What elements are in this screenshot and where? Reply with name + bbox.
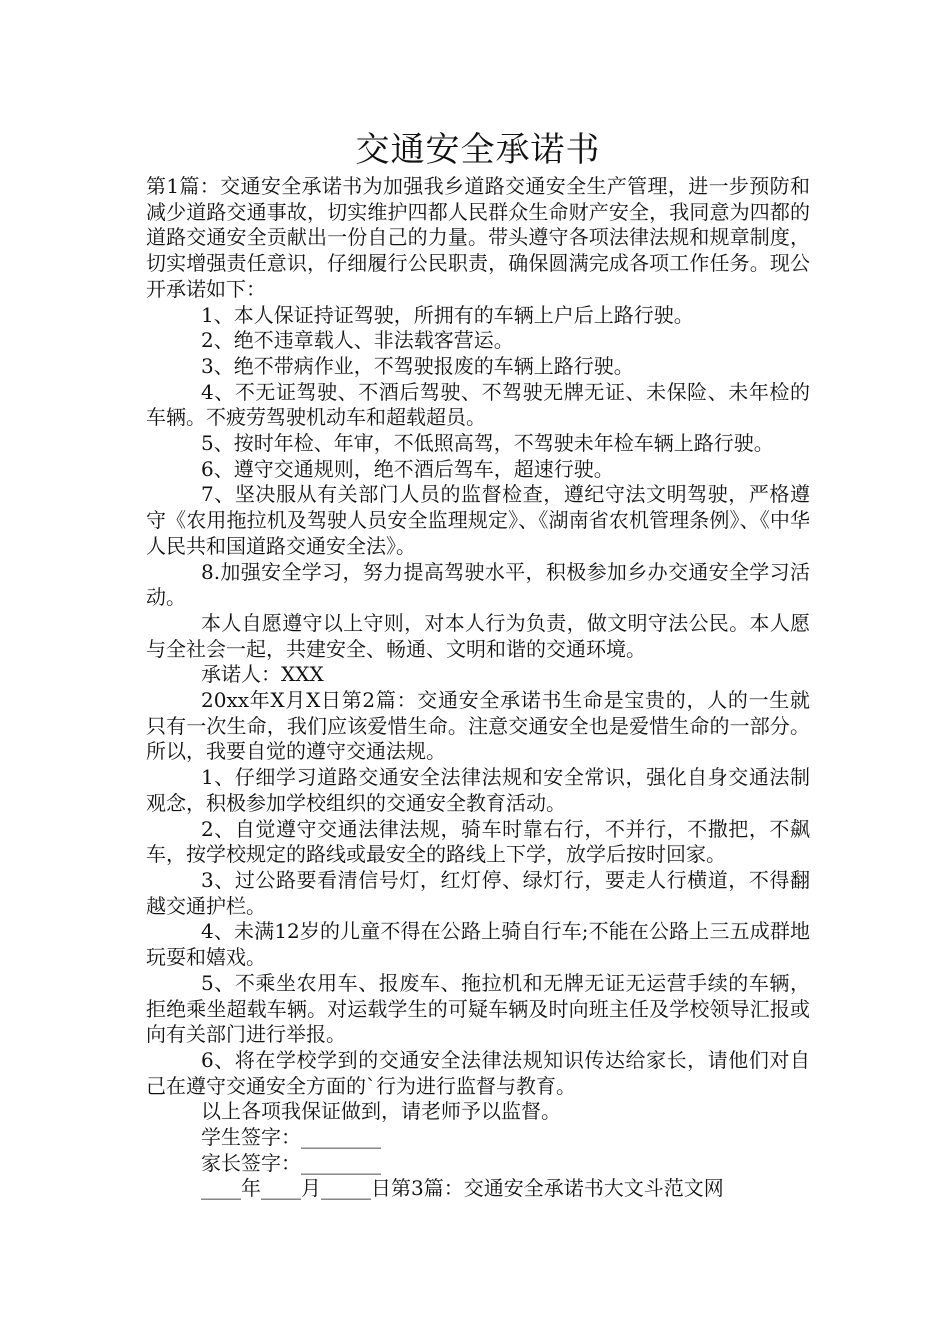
paragraph: 本人自愿遵守以上守则，对本人行为负责，做文明守法公民。本人愿与全社会一起，共建安全、畅通、文明和谐的交通环境。 xyxy=(146,610,810,661)
paragraph: 家长签字：________ xyxy=(201,1150,381,1175)
paragraph: 3、绝不带病作业，不驾驶报废的车辆上路行驶。 xyxy=(201,353,634,378)
paragraph: 4、未满12岁的儿童不得在公路上骑自行车;不能在公路上三五成群地玩耍和嬉戏。 xyxy=(146,919,810,970)
paragraph: 20xx年X月X日第2篇：交通安全承诺书生命是宝贵的，人的一生就只有一次生命，我们应该爱惜生命。注意交通安全也是爱惜生命的一部分。所以，我要自觉的遵守交通法规。 xyxy=(146,688,810,764)
paragraph: 2、绝不违章载人、非法载客营运。 xyxy=(201,328,514,353)
paragraph: 学生签字：________ xyxy=(201,1125,381,1150)
paragraph: 承诺人：XXX xyxy=(201,662,324,687)
paragraph: 第1篇：交通安全承诺书为加强我乡道路交通安全生产管理，进一步预防和减少道路交通事故，切实维护四都人民群众生命财产安全，我同意为四都的道路交通安全贡献出一份自己的力量。带头遵守各项法律法规和规章制度，切实增强责任意识，仔细履行公民职责，确保圆满完成各项工作任务。现公开承诺如下： xyxy=(146,174,810,301)
paragraph: 1、本人保证持证驾驶，所拥有的车辆上户后上路行驶。 xyxy=(201,302,694,327)
document-body xyxy=(146,174,810,1202)
paragraph: 6、将在学校学到的交通安全法律法规知识传达给家长，请他们对自己在遵守交通安全方面的`行为进行监督与教育。 xyxy=(146,1047,810,1098)
paragraph: 4、不无证驾驶、不酒后驾驶、不驾驶无牌无证、未保险、未年检的车辆。不疲劳驾驶机动车和超载超员。 xyxy=(146,379,810,430)
paragraph: 1、仔细学习道路交通安全法律法规和安全常识，强化自身交通法制观念，积极参加学校组织的交通安全教育活动。 xyxy=(146,765,810,815)
paragraph: 3、过公路要看清信号灯，红灯停、绿灯行，要走人行横道，不得翻越交通护栏。 xyxy=(146,867,810,918)
paragraph: 5、不乘坐农用车、报废车、拖拉机和无牌无证无运营手续的车辆，拒绝乘坐超载车辆。对运载学生的可疑车辆及时向班主任及学校领导汇报或向有关部门进行举报。 xyxy=(146,970,810,1047)
paragraph: ____年____月_____日第3篇：交通安全承诺书大文斗范文网 xyxy=(201,1176,724,1201)
paragraph: 2、自觉遵守交通法律法规，骑车时靠右行，不并行，不撒把，不飙车，按学校规定的路线或最安全的路线上下学，放学后按时回家。 xyxy=(146,816,810,867)
document-title: 交通安全承诺书 xyxy=(355,130,601,170)
paragraph: 5、按时年检、年审，不低照高驾，不驾驶未年检车辆上路行驶。 xyxy=(201,431,774,456)
paragraph: 7、坚决服从有关部门人员的监督检查，遵纪守法文明驾驶，严格遵守《农用拖拉机及驾驶人员安全监理规定》、《湖南省农机管理条例》、《中华人民共和国道路交通安全法》。 xyxy=(146,482,810,558)
paragraph: 以上各项我保证做到，请老师予以监督。 xyxy=(201,1099,561,1124)
paragraph: 6、遵守交通规则，绝不酒后驾车，超速行驶。 xyxy=(201,456,614,481)
paragraph: 8.加强安全学习，努力提高驾驶水平，积极参加乡办交通安全学习活动。 xyxy=(146,559,810,610)
